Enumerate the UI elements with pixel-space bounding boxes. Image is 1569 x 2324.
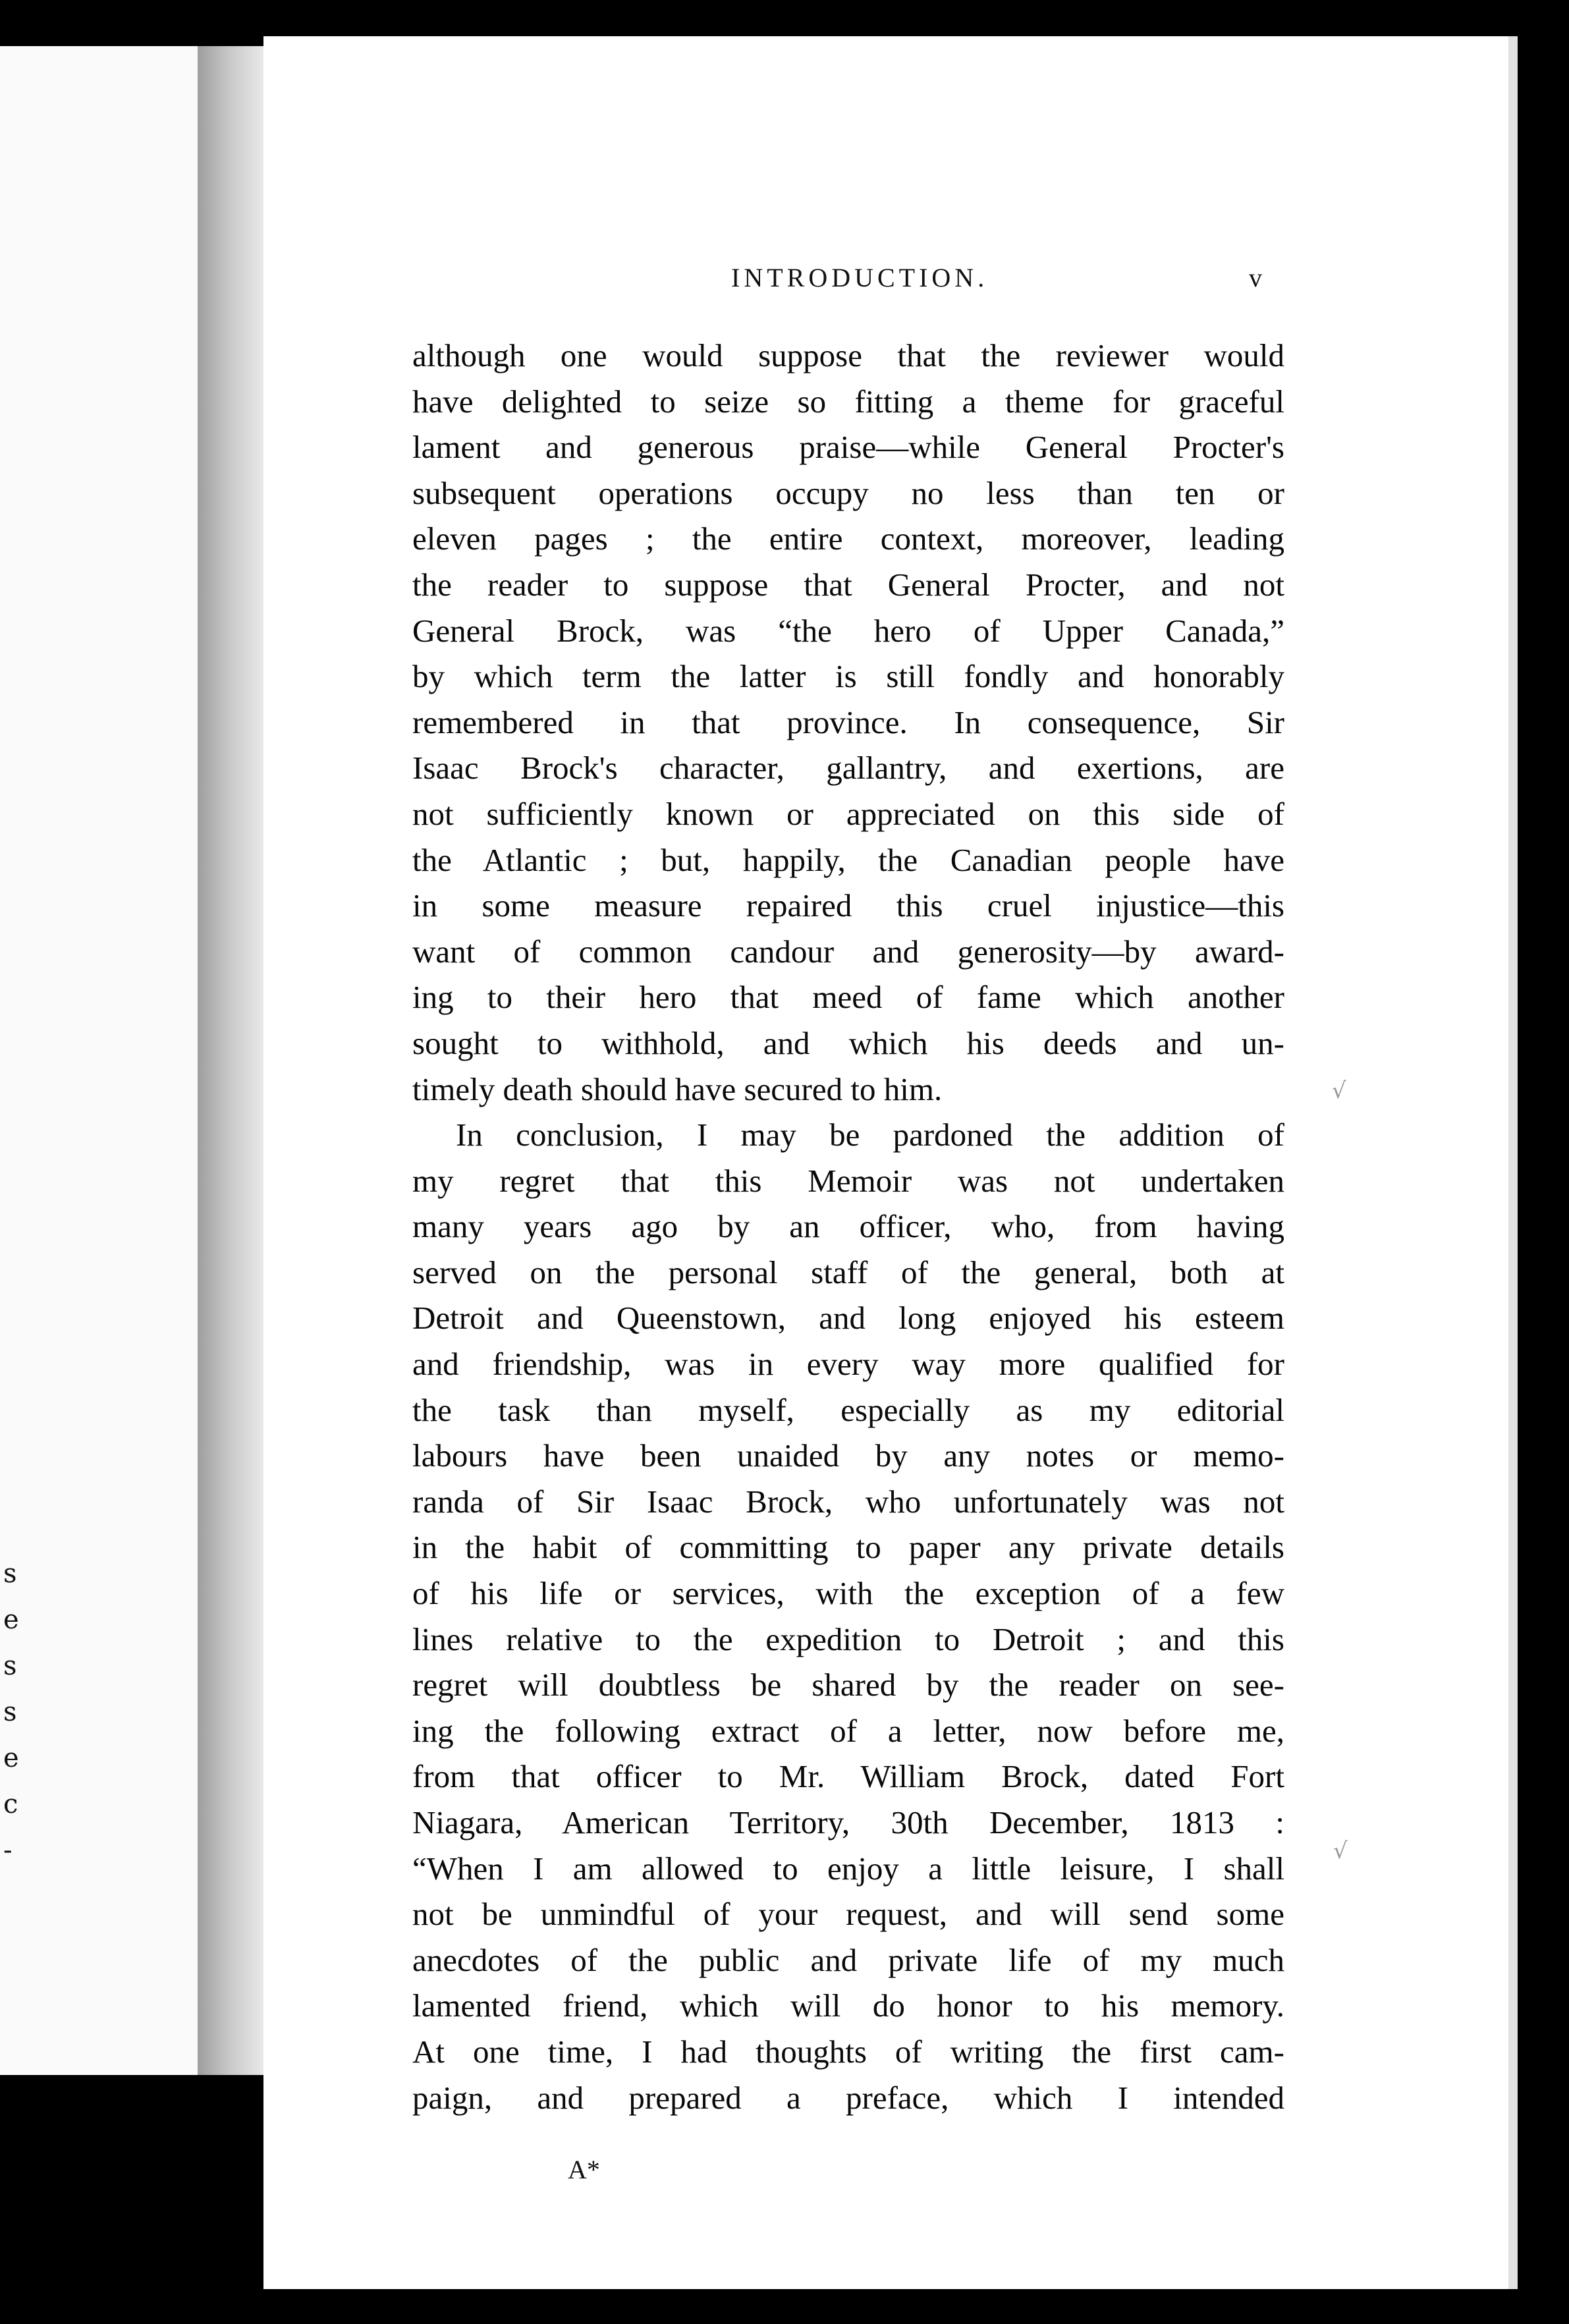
facing-page-letter: - xyxy=(3,1835,13,1866)
facing-page-letter: s xyxy=(3,1559,17,1589)
text-line: lamented friend, which will do honor to his memory. xyxy=(412,1987,1284,2024)
signature-mark: A* xyxy=(568,2155,600,2184)
facing-page-letter: e xyxy=(3,1605,19,1635)
text-line: ing to their hero that meed of fame which another xyxy=(412,979,1284,1016)
margin-tick-icon: √ xyxy=(1333,1838,1348,1864)
facing-page-letter: c xyxy=(3,1789,18,1819)
text-line: anecdotes of the public and private life of my much xyxy=(412,1941,1284,1978)
text-line: in the habit of committing to paper any private details xyxy=(412,1529,1284,1566)
text-line: many years ago by an officer, who, from having xyxy=(412,1208,1284,1245)
text-line: in some measure repaired this cruel injustice—this xyxy=(412,887,1284,924)
text-line: the reader to suppose that General Procter, and not xyxy=(412,566,1284,603)
text-line: my regret that this Memoir was not undertaken xyxy=(412,1162,1284,1199)
body-text xyxy=(412,333,1284,2120)
text-line: although one would suppose that the reviewer would xyxy=(412,337,1284,374)
text-line: regret will doubtless be shared by the reader on see- xyxy=(412,1667,1284,1703)
facing-page-letter: e xyxy=(3,1743,19,1773)
facing-page-edge xyxy=(0,46,198,2075)
page-number: v xyxy=(1249,263,1262,292)
text-line: remembered in that province. In consequence, Sir xyxy=(412,704,1284,740)
text-line: Niagara, American Territory, 30th December, 1813 : xyxy=(412,1804,1284,1840)
text-line: eleven pages ; the entire context, moreover, leading xyxy=(412,520,1284,557)
text-line: not sufficiently known or appreciated on this side of xyxy=(412,795,1284,832)
text-line: not be unmindful of your request, and will send some xyxy=(412,1896,1284,1933)
text-line: lines relative to the expedition to Detroit ; and this xyxy=(412,1620,1284,1657)
text-line: randa of Sir Isaac Brock, who unfortunately was not xyxy=(412,1483,1284,1520)
text-line: by which term the latter is still fondly and honorably xyxy=(412,658,1284,695)
text-line: from that officer to Mr. William Brock, dated Fort xyxy=(412,1758,1284,1795)
text-line: subsequent operations occupy no less than ten or xyxy=(412,474,1284,511)
text-line: and friendship, was in every way more qualified for xyxy=(412,1346,1284,1383)
text-line: General Brock, was “the hero of Upper Canada,” xyxy=(412,612,1284,649)
text-line: “When I am allowed to enjoy a little leisure, I shall xyxy=(412,1850,1284,1887)
text-line: served on the personal staff of the general, both at xyxy=(412,1254,1284,1290)
text-line: paign, and prepared a preface, which I intended xyxy=(412,2079,1284,2116)
text-line: In conclusion, I may be pardoned the addition of xyxy=(456,1117,1284,1153)
text-line: lament and generous praise—while General Procter's xyxy=(412,429,1284,466)
facing-page-letter: s xyxy=(3,1697,17,1727)
text-line: the Atlantic ; but, happily, the Canadian people have xyxy=(412,841,1284,878)
text-line: At one time, I had thoughts of writing the first cam- xyxy=(412,2033,1284,2070)
text-line: of his life or services, with the exception of a few xyxy=(412,1575,1284,1612)
text-line: have delighted to seize so fitting a theme for graceful xyxy=(412,383,1284,420)
text-line: ing the following extract of a letter, now before me, xyxy=(412,1712,1284,1749)
text-line: timely death should have secured to him. xyxy=(412,1070,943,1107)
running-head: INTRODUCTION. xyxy=(731,263,989,292)
text-line: the task than myself, especially as my editorial xyxy=(412,1391,1284,1428)
margin-tick-icon: √ xyxy=(1332,1078,1346,1104)
text-line: want of common candour and generosity—by award- xyxy=(412,933,1284,970)
facing-page-letter: s xyxy=(3,1651,17,1681)
text-line: sought to withhold, and which his deeds and un- xyxy=(412,1024,1284,1061)
text-line: Isaac Brock's character, gallantry, and exertions, are xyxy=(412,750,1284,787)
text-line: Detroit and Queenstown, and long enjoyed his esteem xyxy=(412,1300,1284,1337)
text-line: labours have been unaided by any notes or memo- xyxy=(412,1437,1284,1474)
